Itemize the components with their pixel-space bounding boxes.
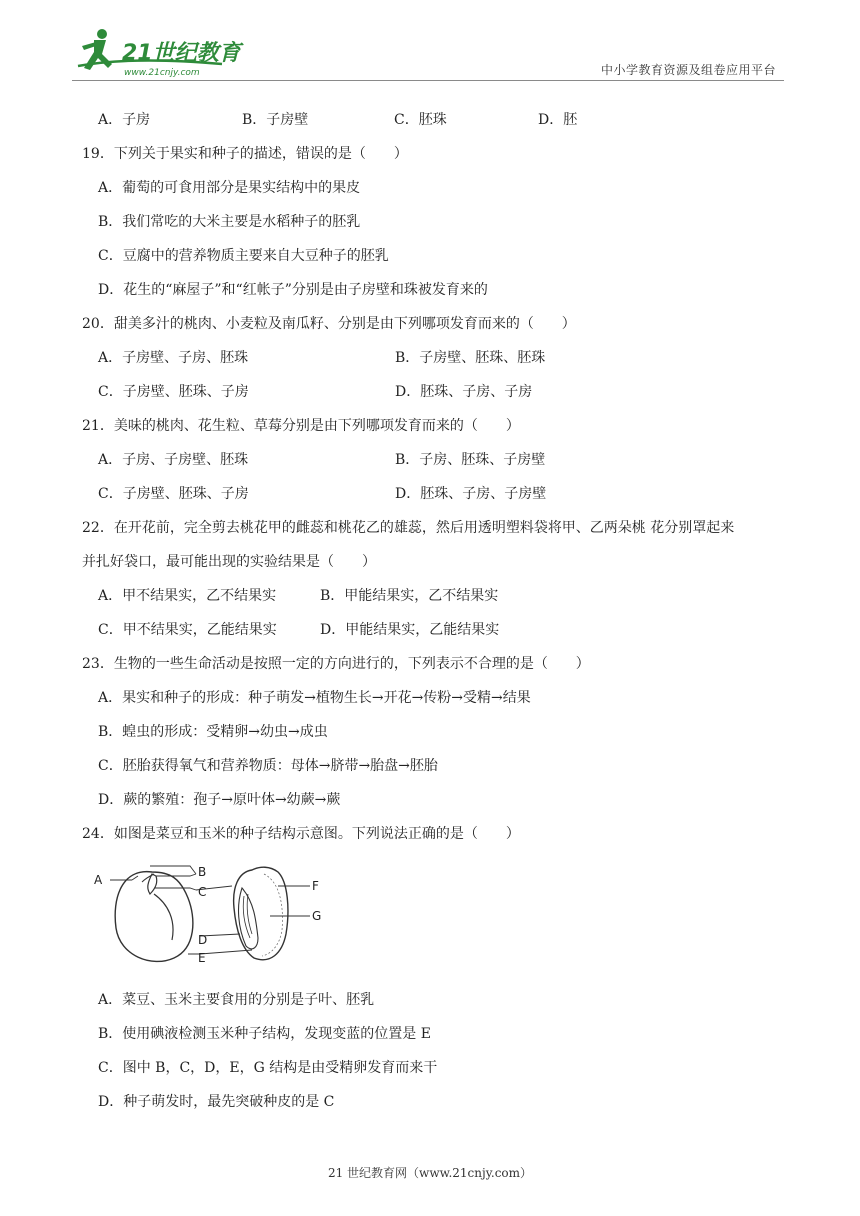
page-footer: 21 世纪教育网（www.21cnjy.com） (327, 1166, 533, 1180)
q22-stem-line2: 并扎好袋口，最可能出现的实验结果是（ ） (82, 554, 376, 570)
logo-text: 21世纪教育 (122, 41, 241, 66)
bean-embryo (148, 874, 173, 940)
q18-option-c: C．胚珠 (394, 112, 447, 128)
figure-label-d: D (198, 933, 208, 947)
q22-option-b: B．甲能结果实，乙不结果实 (320, 588, 499, 604)
q20-option-d: D．胚珠、子房、子房 (395, 384, 533, 400)
header-rule (72, 80, 784, 81)
corn-seed-outline (234, 867, 288, 960)
q23-option-d: D．蕨的繁殖：孢子→原叶体→幼蕨→蕨 (98, 792, 341, 808)
figure-label-c: C (198, 885, 207, 899)
q21-option-d: D．胚珠、子房、子房壁 (395, 486, 547, 502)
q24-option-b: B．使用碘液检测玉米种子结构，发现变蓝的位置是 E (98, 1026, 431, 1042)
figure-label-e: E (198, 951, 206, 965)
q22-option-a: A．甲不结果实，乙不结果实 (98, 588, 277, 604)
page-header (0, 0, 860, 84)
q24-stem: 24．如图是菜豆和玉米的种子结构示意图。下列说法正确的是（ ） (82, 826, 520, 842)
q24-option-c: C．图中 B，C，D，E，G 结构是由受精卵发育而来干 (98, 1060, 438, 1076)
platform-name: 中小学教育资源及组卷应用平台 (600, 63, 776, 77)
q23-stem: 23．生物的一些生命活动是按照一定的方向进行的，下列表示不合理的是（ ） (82, 656, 590, 672)
q23-option-c: C．胚胎获得氧气和营养物质：母体→脐带→胎盘→胚胎 (98, 758, 438, 774)
figure-label-g: G (312, 909, 322, 923)
q19-stem: 19．下列关于果实和种子的描述，错误的是（ ） (82, 146, 408, 162)
q21-stem: 21．美味的桃肉、花生粒、草莓分别是由下列哪项发育而来的（ ） (82, 418, 520, 434)
q21-option-b: B．子房、胚珠、子房壁 (395, 452, 546, 468)
q20-option-a: A．子房壁、子房、胚珠 (98, 350, 249, 366)
q19-option-b: B．我们常吃的大米主要是水稻种子的胚乳 (98, 214, 361, 230)
q19-option-d: D．花生的“麻屋子”和“红帐子”分别是由子房壁和珠被发育来的 (98, 282, 488, 298)
bean-seed-outline (115, 872, 193, 962)
logo (72, 26, 272, 82)
q22-stem-line1: 22．在开花前，完全剪去桃花甲的雌蕊和桃花乙的雄蕊，然后用透明塑料袋将甲、乙两朵桃 花分别罩起来 (82, 520, 735, 536)
q22-option-d: D．甲能结果实，乙能结果实 (320, 622, 500, 638)
logo-url: www.21cnjy.com (124, 68, 200, 78)
q18-option-a: A．子房 (98, 112, 151, 128)
q21-option-c: C．子房壁、胚珠、子房 (98, 486, 249, 502)
q18-option-d: D．胚 (538, 112, 578, 128)
seed-structure-figure (92, 858, 342, 970)
q23-option-b: B．蝗虫的形成：受精卵→幼虫→成虫 (98, 724, 328, 740)
q23-option-a: A．果实和种子的形成：种子萌发→植物生长→开花→传粉→受精→结果 (98, 690, 531, 706)
q19-option-a: A．葡萄的可食用部分是果实结构中的果皮 (98, 180, 361, 196)
figure-label-f: F (312, 879, 319, 893)
figure-label-b: B (198, 865, 207, 879)
q18-option-b: B．子房壁 (242, 112, 309, 128)
q24-option-a: A．菜豆、玉米主要食用的分别是子叶、胚乳 (98, 992, 375, 1008)
q19-option-c: C．豆腐中的营养物质主要来自大豆种子的胚乳 (98, 248, 389, 264)
q20-stem: 20．甜美多汁的桃肉、小麦粒及南瓜籽、分别是由下列哪项发育而来的（ ） (82, 316, 576, 332)
q21-option-a: A．子房、子房壁、胚珠 (98, 452, 249, 468)
q22-option-c: C．甲不结果实，乙能结果实 (98, 622, 277, 638)
q20-option-b: B．子房壁、胚珠、胚珠 (395, 350, 546, 366)
figure-label-a: A (94, 873, 103, 887)
q20-option-c: C．子房壁、胚珠、子房 (98, 384, 249, 400)
q24-option-d: D．种子萌发时，最先突破种皮的是 C (98, 1094, 335, 1110)
